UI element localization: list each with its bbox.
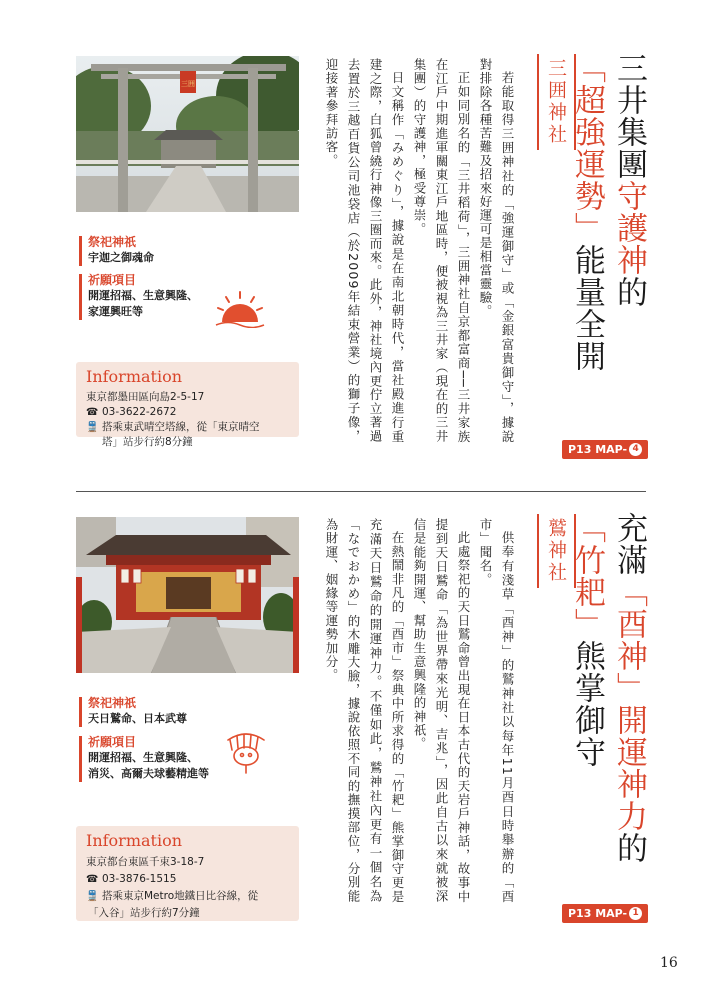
- phone-icon: ☎: [86, 407, 99, 418]
- section1-prayer: [88, 272, 198, 320]
- section1-access-line-1: 🚆 搭乘東武晴空塔線，從「東京晴空: [86, 421, 260, 433]
- section2-accent-bar-2: [79, 736, 82, 782]
- section1-body-p2: 正如同別名的「三井稻荷」，三囲神社自京都富商──三井家族在江戶中期進軍關東江戶地區時，便被視為三井家（現在的三井集團）的守護神，極受尊崇。: [412, 58, 471, 443]
- section2-address: 東京都台東區千束3-18-7: [86, 856, 205, 868]
- section1-body: [322, 58, 518, 443]
- section-divider: [76, 491, 646, 492]
- section2-body-p3: 在熱鬧非凡的「酉市」祭典中所求得的「竹耙」熊掌御守更是充滿天日鷲命的開運神力。不僅如此，鷲神社內更有一個名為「なでおかめ」的木雕大臉，據說依照不同的撫摸部位，分別能為財運、姻緣等運勢加分。: [324, 518, 405, 903]
- section2-body: [322, 518, 518, 903]
- section2-shrine-name: 鷲神社: [537, 514, 576, 588]
- section1-phone-line: ☎ 03-3622-2672: [86, 406, 177, 418]
- section1-deity-value: 宇迦之御魂命: [88, 251, 154, 264]
- section1-title-line-2: 「超強運勢」能量全開: [569, 52, 605, 372]
- section1-map-tag: P13 MAP- 4: [562, 440, 648, 459]
- section2-prayer-line-1: 開運招福、生意興隆、: [88, 751, 198, 764]
- section2-info-heading: Information: [86, 831, 183, 850]
- section1-title: [566, 52, 650, 382]
- section2-body-p2: 此處祭祀的天日鷲命曾出現在日本古代的天岩戶神話，故事中提到天日鷲命「為世界帶來光明、吉兆」，因此自古以來就被深信是能夠開運、幫助生意興隆的神祇。: [412, 518, 471, 903]
- section1-photo: [76, 56, 299, 212]
- section1-infobox: [76, 362, 299, 448]
- section1-deity: [88, 234, 154, 266]
- section1-body-p1: 若能取得三囲神社的「強運御守」或「金銀富貴御守」，據說對排除各種苦難及招來好運可是相當靈驗。: [478, 58, 515, 443]
- section1-map-number: 4: [629, 443, 642, 456]
- section1-accent-bar-2: [79, 274, 82, 320]
- section2-phone-line: ☎ 03-3876-1515: [86, 871, 289, 888]
- section2-accent-bar-1: [79, 697, 82, 727]
- section2-prayer-label: 祈願項目: [88, 735, 137, 749]
- page-number: 16: [660, 955, 678, 971]
- section2-body-p1: 供奉有淺草「酉神」的鷲神社以每年11月酉日時舉辦的「酉市」聞名。: [478, 518, 515, 903]
- kumade-rake-icon: [222, 728, 270, 774]
- section2-access-line-1: 🚆 搭乘東京Metro地鐵日比谷線，從: [86, 888, 289, 905]
- section1-shrine-name: 三囲神社: [537, 54, 576, 150]
- section1-info-heading: Information: [86, 367, 183, 386]
- section1-body-p3: 日文稱作「みめぐり」，據說是在南北朝時代，當社殿進行重建之際，白狐曾繞行神像三圈而來。此外，神社境內更佇立著過去置於三越百貨公司池袋店（於2009年結束營業）的獅子像，迎接著參拜訪客。: [324, 58, 405, 443]
- rising-sun-icon: [214, 288, 266, 328]
- train-icon: 🚆: [86, 891, 99, 902]
- section2-infobox: [76, 826, 299, 921]
- torii-plaque-text: 三囲: [181, 80, 195, 88]
- section2-deity: [88, 695, 187, 727]
- section2-photo: [76, 517, 299, 673]
- section2-title-line-1: 充滿「酉神」開運神力的: [611, 512, 647, 864]
- section1-deity-label: 祭祀神祇: [88, 235, 137, 249]
- section2-deity-label: 祭祀神祇: [88, 696, 137, 710]
- phone-icon: ☎: [86, 874, 99, 885]
- section1-title-line-1: 三井集團守護神的: [611, 52, 647, 308]
- section1-prayer-line-2: 家運興旺等: [88, 305, 143, 318]
- shrine-hall-photo: [76, 517, 299, 673]
- section2-title-line-2: 「竹耙」熊掌御守: [569, 512, 605, 768]
- torii-gate-photo: [76, 56, 299, 212]
- section2-title: [566, 512, 650, 864]
- section2-access-line-2: 「入谷」站步行約7分鐘: [88, 907, 200, 919]
- section2-map-number: 1: [629, 907, 642, 920]
- section2-prayer: [88, 734, 209, 782]
- train-icon: 🚆: [86, 422, 99, 433]
- section1-accent-bar-1: [79, 236, 82, 266]
- section1-access-line-2: 塔」站步行約8分鐘: [102, 436, 193, 448]
- section1-prayer-label: 祈願項目: [88, 273, 137, 287]
- section2-map-tag: P13 MAP- 1: [562, 904, 648, 923]
- section2-prayer-line-2: 消災、高爾夫球藝精進等: [88, 767, 209, 780]
- section2-deity-value: 天日鷲命、日本武尊: [88, 712, 187, 725]
- section1-prayer-line-1: 開運招福、生意興隆、: [88, 289, 198, 302]
- section1-address: 東京都墨田區向島2-5-17: [86, 391, 205, 403]
